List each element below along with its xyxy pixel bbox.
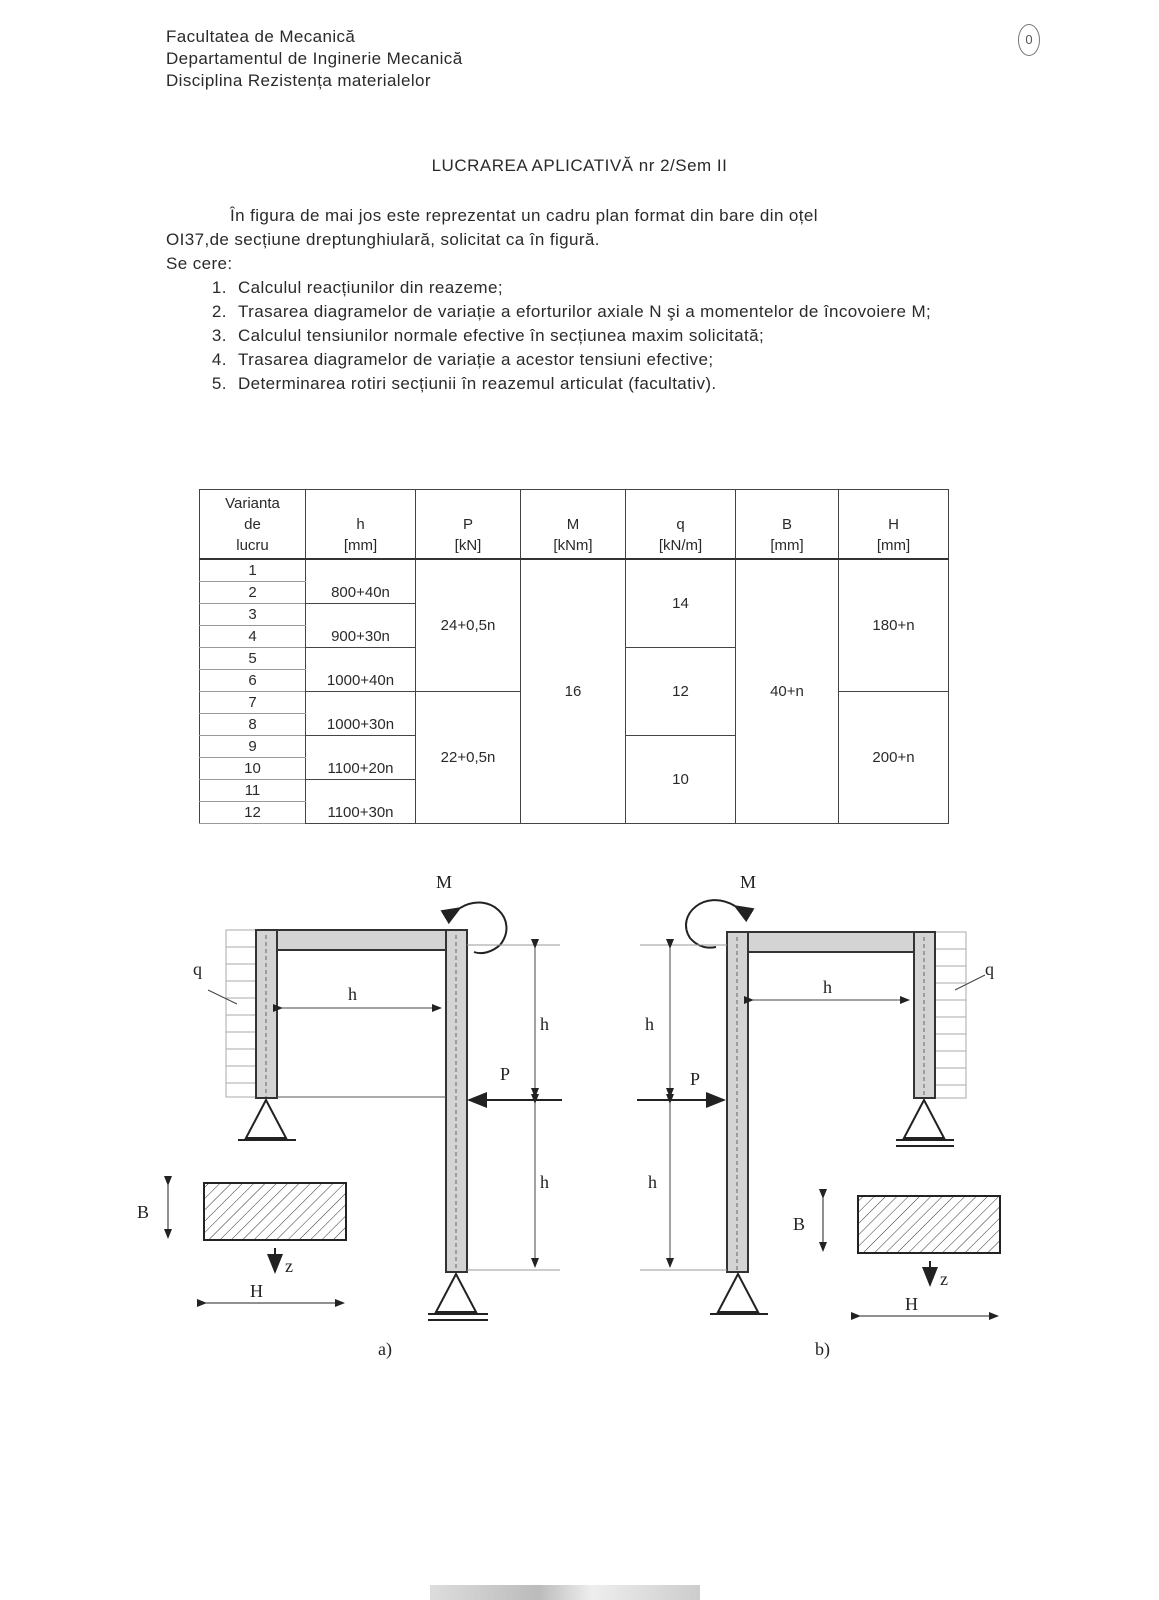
pin-support-icon — [428, 1274, 488, 1320]
figure-b — [637, 872, 1000, 1360]
P-cell: 24+0,5n — [416, 559, 521, 692]
intro-paragraph-line2: OI37,de secțiune dreptunghiulară, solicitat ca în figură. — [166, 230, 600, 249]
requirements-label: Se cere: — [166, 254, 233, 273]
h-cell: 1100+30n — [306, 780, 416, 824]
discipline-name: Disciplina Rezistența materialelor — [166, 71, 431, 90]
variant-cell: 8 — [200, 714, 306, 736]
intro-paragraph-line1: În figura de mai jos este reprezentat un cadru plan format din bare din oțel — [230, 206, 818, 225]
label-z: z — [940, 1269, 948, 1289]
h-cell: 1100+20n — [306, 736, 416, 780]
header-P: P [kN] — [416, 490, 521, 560]
label-h: h — [540, 1014, 549, 1034]
pin-support-icon — [710, 1274, 768, 1314]
figure-a — [137, 872, 562, 1360]
department-name: Departamentul de Inginerie Mecanică — [166, 49, 463, 68]
B-cell: 40+n — [736, 559, 839, 824]
figure-caption-a: a) — [378, 1339, 392, 1359]
label-h: h — [823, 977, 832, 997]
label-h: h — [648, 1172, 657, 1192]
q-cell: 12 — [626, 648, 736, 736]
label-h: h — [540, 1172, 549, 1192]
q-cell: 10 — [626, 736, 736, 824]
variant-cell: 11 — [200, 780, 306, 802]
cross-section — [858, 1196, 1000, 1253]
pin-support-icon — [896, 1100, 954, 1146]
label-H: H — [905, 1294, 918, 1314]
variant-cell: 9 — [200, 736, 306, 758]
label-B: B — [793, 1214, 806, 1234]
page-mark: 0 — [1018, 24, 1040, 56]
label-M: M — [740, 872, 757, 892]
header-variant: Varianta de lucru — [200, 490, 306, 560]
label-h: h — [645, 1014, 654, 1034]
h-cell: 1000+40n — [306, 648, 416, 692]
header-M: M [kNm] — [521, 490, 626, 560]
label-B: B — [137, 1202, 150, 1222]
M-cell: 16 — [521, 559, 626, 824]
variant-cell: 5 — [200, 648, 306, 670]
label-H: H — [250, 1281, 263, 1301]
variant-cell: 7 — [200, 692, 306, 714]
figure-caption-b: b) — [815, 1339, 830, 1359]
variant-cell: 6 — [200, 670, 306, 692]
h-cell: 900+30n — [306, 604, 416, 648]
label-P: P — [500, 1064, 511, 1084]
variant-cell: 2 — [200, 582, 306, 604]
H-cell: 200+n — [839, 692, 949, 824]
distributed-load-q — [934, 932, 966, 1098]
label-q: q — [193, 959, 202, 979]
variant-cell: 12 — [200, 802, 306, 824]
cross-section — [204, 1183, 346, 1240]
header-H: H [mm] — [839, 490, 949, 560]
variant-cell: 4 — [200, 626, 306, 648]
variant-cell: 3 — [200, 604, 306, 626]
distributed-load-q — [226, 930, 256, 1097]
header-B: B [mm] — [736, 490, 839, 560]
document-title: LUCRAREA APLICATIVĂ nr 2/Sem II — [431, 156, 728, 175]
label-z: z — [285, 1256, 293, 1276]
variant-cell: 10 — [200, 758, 306, 780]
header-q: q [kN/m] — [626, 490, 736, 560]
scan-artifact — [430, 1585, 700, 1600]
label-h: h — [348, 984, 357, 1004]
requirement-item: 1. Calculul reacțiunilor din reazeme; — [232, 276, 956, 300]
pin-support-icon — [238, 1100, 296, 1140]
requirement-item: 5. Determinarea rotiri secțiunii în reazemul articulat (facultativ). — [232, 372, 956, 396]
label-P: P — [690, 1069, 701, 1089]
requirement-item: 3. Calculul tensiunilor normale efective în secțiunea maxim solicitată; — [232, 324, 956, 348]
h-cell: 800+40n — [306, 559, 416, 604]
requirement-item: 4. Trasarea diagramelor de variație a acestor tensiuni efective; — [232, 348, 956, 372]
q-cell: 14 — [626, 559, 736, 648]
variant-cell: 1 — [200, 559, 306, 582]
faculty-name: Facultatea de Mecanică — [166, 27, 356, 46]
requirement-item: 2. Trasarea diagramelor de variație a eforturilor axiale N şi a momentelor de încovoiere M; — [232, 300, 956, 324]
h-cell: 1000+30n — [306, 692, 416, 736]
label-M: M — [436, 872, 453, 892]
header-h: h [mm] — [306, 490, 416, 560]
P-cell: 22+0,5n — [416, 692, 521, 824]
H-cell: 180+n — [839, 559, 949, 692]
label-q: q — [985, 959, 994, 979]
